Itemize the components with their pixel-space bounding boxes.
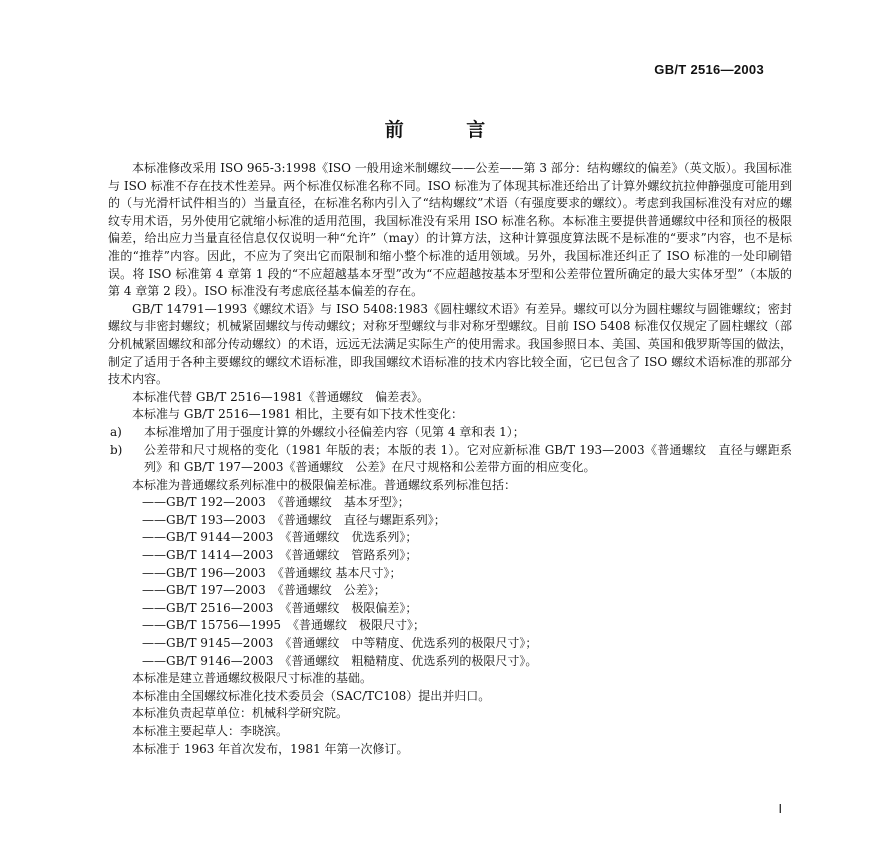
page-number: I	[778, 802, 782, 816]
closing-committee: 本标准由全国螺纹标准化技术委员会（SAC/TC108）提出并归口。	[132, 688, 491, 703]
closing-drafter: 本标准主要起草人：李晓滨。	[132, 724, 289, 738]
list-item: ——GB/T 9146—2003 《普通螺纹 粗糙精度、优选系列的极限尺寸》。	[142, 653, 538, 668]
change-item-b	[108, 442, 792, 477]
list-item: ——GB/T 9145—2003 《普通螺纹 中等精度、优选系列的极限尺寸》；	[142, 636, 538, 651]
change-text: 本标准增加了用于强度计算的外螺纹小径偏差内容（见第 4 章和表 1）；	[144, 424, 525, 439]
paragraph-replaces: 本标准代替 GB/T 2516—1981《普通螺纹 偏差表》。	[132, 389, 430, 404]
list-item: ——GB/T 193—2003 《普通螺纹 直径与螺距系列》；	[142, 512, 446, 527]
change-marker: a)	[110, 424, 122, 439]
foreword-body	[108, 160, 792, 758]
change-marker: b)	[110, 442, 123, 457]
list-item: ——GB/T 1414—2003 《普通螺纹 管路系列》；	[142, 548, 418, 563]
paragraph-iso-relation: 本标准修改采用 ISO 965-3:1998《ISO 一般用途米制螺纹——公差——第 3 部分：结构螺纹的偏差》（英文版）。我国标准与 ISO 标准不存在技术性差异。两个标准仅标准名称不同。ISO 标准为了体现其标准还给出了计算外螺纹抗拉伸静强度可能用到的（与光滑杆试件相当的）当量直径，在标准名称内引入了“结构螺纹”术语（有强度要求的螺纹）。考虑到我国标准没有对应的螺纹专用术语，另外使用它就缩小标准的适用范围，我国标准没有采用 ISO 标准名称。本标准主要提供普通螺纹中径和顶径的极限偏差，给出应力当量直径信息仅仅说明一种“允许”（may）的计算方法，这种计算强度算法既不是标准的“要求”内容，也不是标准的“推荐”内容。因此，不应为了突出它而限制和缩小整个标准的适用领域。另外，我国标准还纠正了 ISO 标准的一处印刷错误。将 ISO 标准第 4 章第 1 段的“不应超越基本牙型”改为“不应超越按基本牙型和公差带位置所确定的最大实体牙型”（本版的第 4 章第 2 段）。ISO 标准没有考虑底径基本偏差的存在。	[108, 161, 792, 299]
change-item-a	[108, 424, 792, 442]
paragraph-terminology: GB/T 14791—1993《螺纹术语》与 ISO 5408:1983《圆柱螺纹术语》有差异。螺纹可以分为圆柱螺纹与圆锥螺纹；密封螺纹与非密封螺纹；机械紧固螺纹与传动螺纹；对称牙型螺纹与非对称牙型螺纹。目前 ISO 5408 标准仅仅规定了圆柱螺纹（部分机械紧固螺纹和部分传动螺纹）的术语，远远无法满足实际生产的使用需求。我国参照日本、美国、英国和俄罗斯等国的做法，制定了适用于各种主要螺纹的螺纹术语标准，即我国螺纹术语标准的技术内容比较全面，它已包含了 ISO 螺纹术语标准的那部分技术内容。	[108, 301, 793, 387]
closing-drafting-unit: 本标准负责起草单位：机械科学研究院。	[132, 706, 349, 721]
page-title: 前 言	[384, 119, 514, 141]
list-item: ——GB/T 9144—2003 《普通螺纹 优选系列》；	[142, 530, 418, 545]
standard-code: GB/T 2516—2003	[654, 62, 764, 77]
list-item: ——GB/T 2516—2003 《普通螺纹 极限偏差》；	[142, 600, 418, 615]
change-text: 公差带和尺寸规格的变化（1981 年版的表；本版的表 1）。它对应新标准 GB/T 193—2003《普通螺纹 直径与螺距系列》和 GB/T 197—2003《普通螺纹 公差》在尺寸规格和公差带方面的相应变化。	[144, 442, 792, 475]
series-list	[108, 494, 792, 670]
list-item: ——GB/T 192—2003 《普通螺纹 基本牙型》；	[142, 495, 410, 510]
paragraph-changes-intro: 本标准与 GB/T 2516—1981 相比，主要有如下技术性变化：	[132, 407, 463, 422]
closing-basis: 本标准是建立普通螺纹极限尺寸标准的基础。	[132, 671, 373, 686]
series-intro: 本标准为普通螺纹系列标准中的极限偏差标准。普通螺纹系列标准包括：	[132, 477, 517, 492]
list-item: ——GB/T 15756—1995 《普通螺纹 极限尺寸》；	[142, 618, 425, 633]
closing-history: 本标准于 1963 年首次发布，1981 年第一次修订。	[132, 741, 409, 756]
list-item: ——GB/T 197—2003 《普通螺纹 公差》；	[142, 583, 386, 598]
list-item: ——GB/T 196—2003 《普通螺纹 基本尺寸》；	[142, 565, 402, 580]
